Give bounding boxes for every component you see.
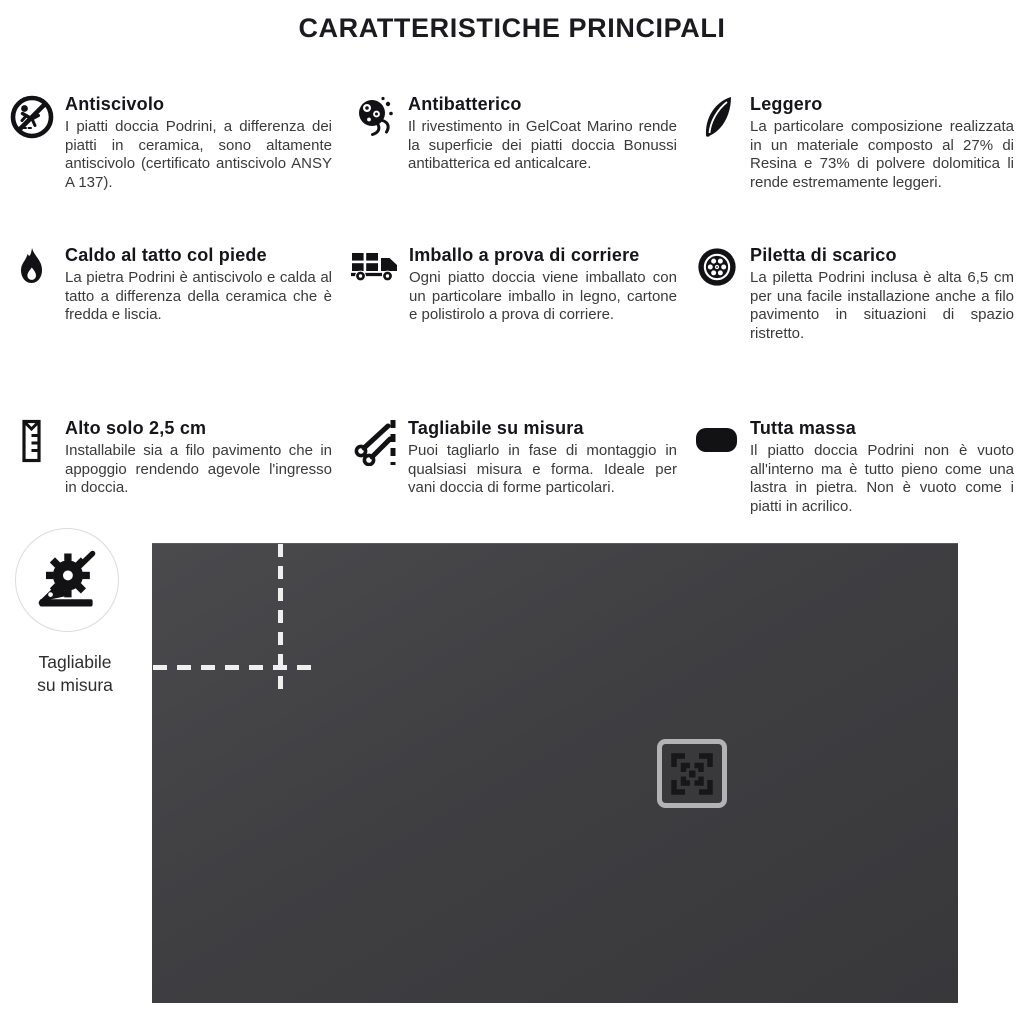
circular-saw-icon <box>34 548 100 612</box>
feature-title: Antiscivolo <box>65 94 165 114</box>
feature-description: La pietra Podrini è antiscivolo e calda al tatto a differenza della ceramica che è fredda e liscia. <box>65 269 332 324</box>
feature-title: Antibatterico <box>408 94 522 114</box>
truck-icon <box>351 244 399 325</box>
shower-tray-photo <box>152 543 958 1003</box>
feature-description: I piatti doccia Podrini, a differenza dei piatti in ceramica, sono altamente antiscivolo (certificato antiscivolo ANSY A 137). <box>65 118 332 191</box>
feature-description: Il rivestimento in GelCoat Marino rende la superficie dei piatti doccia Bonussi antibatterica ed anticalcare. <box>408 118 677 173</box>
feature-tagliabile <box>351 417 677 498</box>
feature-title: Alto solo 2,5 cm <box>65 418 207 438</box>
page-title: CARATTERISTICHE PRINCIPALI <box>298 13 726 43</box>
feature-imballo <box>351 244 677 325</box>
ruler-icon <box>8 417 55 498</box>
cuttable-badge-label <box>0 651 150 697</box>
feature-title: Tagliabile su misura <box>408 418 584 438</box>
feature-title: Imballo a prova di corriere <box>409 245 640 265</box>
drain-icon <box>693 244 740 343</box>
feature-alto-solo <box>8 417 332 498</box>
feature-title: Leggero <box>750 94 823 114</box>
feature-title: Caldo al tatto col piede <box>65 245 267 265</box>
flame-icon <box>8 244 55 325</box>
cut-line-horizontal <box>153 665 311 670</box>
badge-label-line2: su misura <box>37 675 113 695</box>
feature-title: Piletta di scarico <box>750 245 897 265</box>
feature-caldo-al-tatto <box>8 244 332 325</box>
feature-description: Installabile sia a filo pavimento che in appoggio rendendo agevole l'ingresso in doccia. <box>65 442 332 497</box>
slab-icon <box>693 417 740 516</box>
feature-leggero <box>693 93 1014 192</box>
bacteria-icon <box>351 93 398 174</box>
feature-description: La particolare composizione realizzata in un materiale composto al 27% di Resina e 73% di polvere dolomitica li rende estremamente leggeri. <box>750 118 1014 191</box>
feature-antiscivolo <box>8 93 332 192</box>
scissors-icon <box>351 417 398 498</box>
feature-piletta <box>693 244 1014 343</box>
feature-antibatterico <box>351 93 677 174</box>
no-slip-icon <box>8 93 55 192</box>
feather-icon <box>693 93 740 192</box>
cuttable-badge <box>15 528 119 632</box>
feature-title: Tutta massa <box>750 418 856 438</box>
square-drain-cover <box>657 739 727 808</box>
feature-description: La piletta Podrini inclusa è alta 6,5 cm per una facile installazione anche a filo pavimento in situazioni di spazio ristretto. <box>750 269 1014 342</box>
badge-label-line1: Tagliabile <box>38 652 112 672</box>
feature-description: Puoi tagliarlo in fase di montaggio in qualsiasi misura e forma. Ideale per vani doccia di forme particolari. <box>408 442 677 497</box>
feature-tutta-massa <box>693 417 1014 516</box>
feature-description: Il piatto doccia Podrini non è vuoto all'interno ma è tutto pieno come una lastra in pietra. Non è vuoto come i piatti in acrilico. <box>750 442 1014 515</box>
feature-description: Ogni piatto doccia viene imballato con un particolare imballo in legno, cartone e polistirolo a prova di corriere. <box>409 269 677 324</box>
